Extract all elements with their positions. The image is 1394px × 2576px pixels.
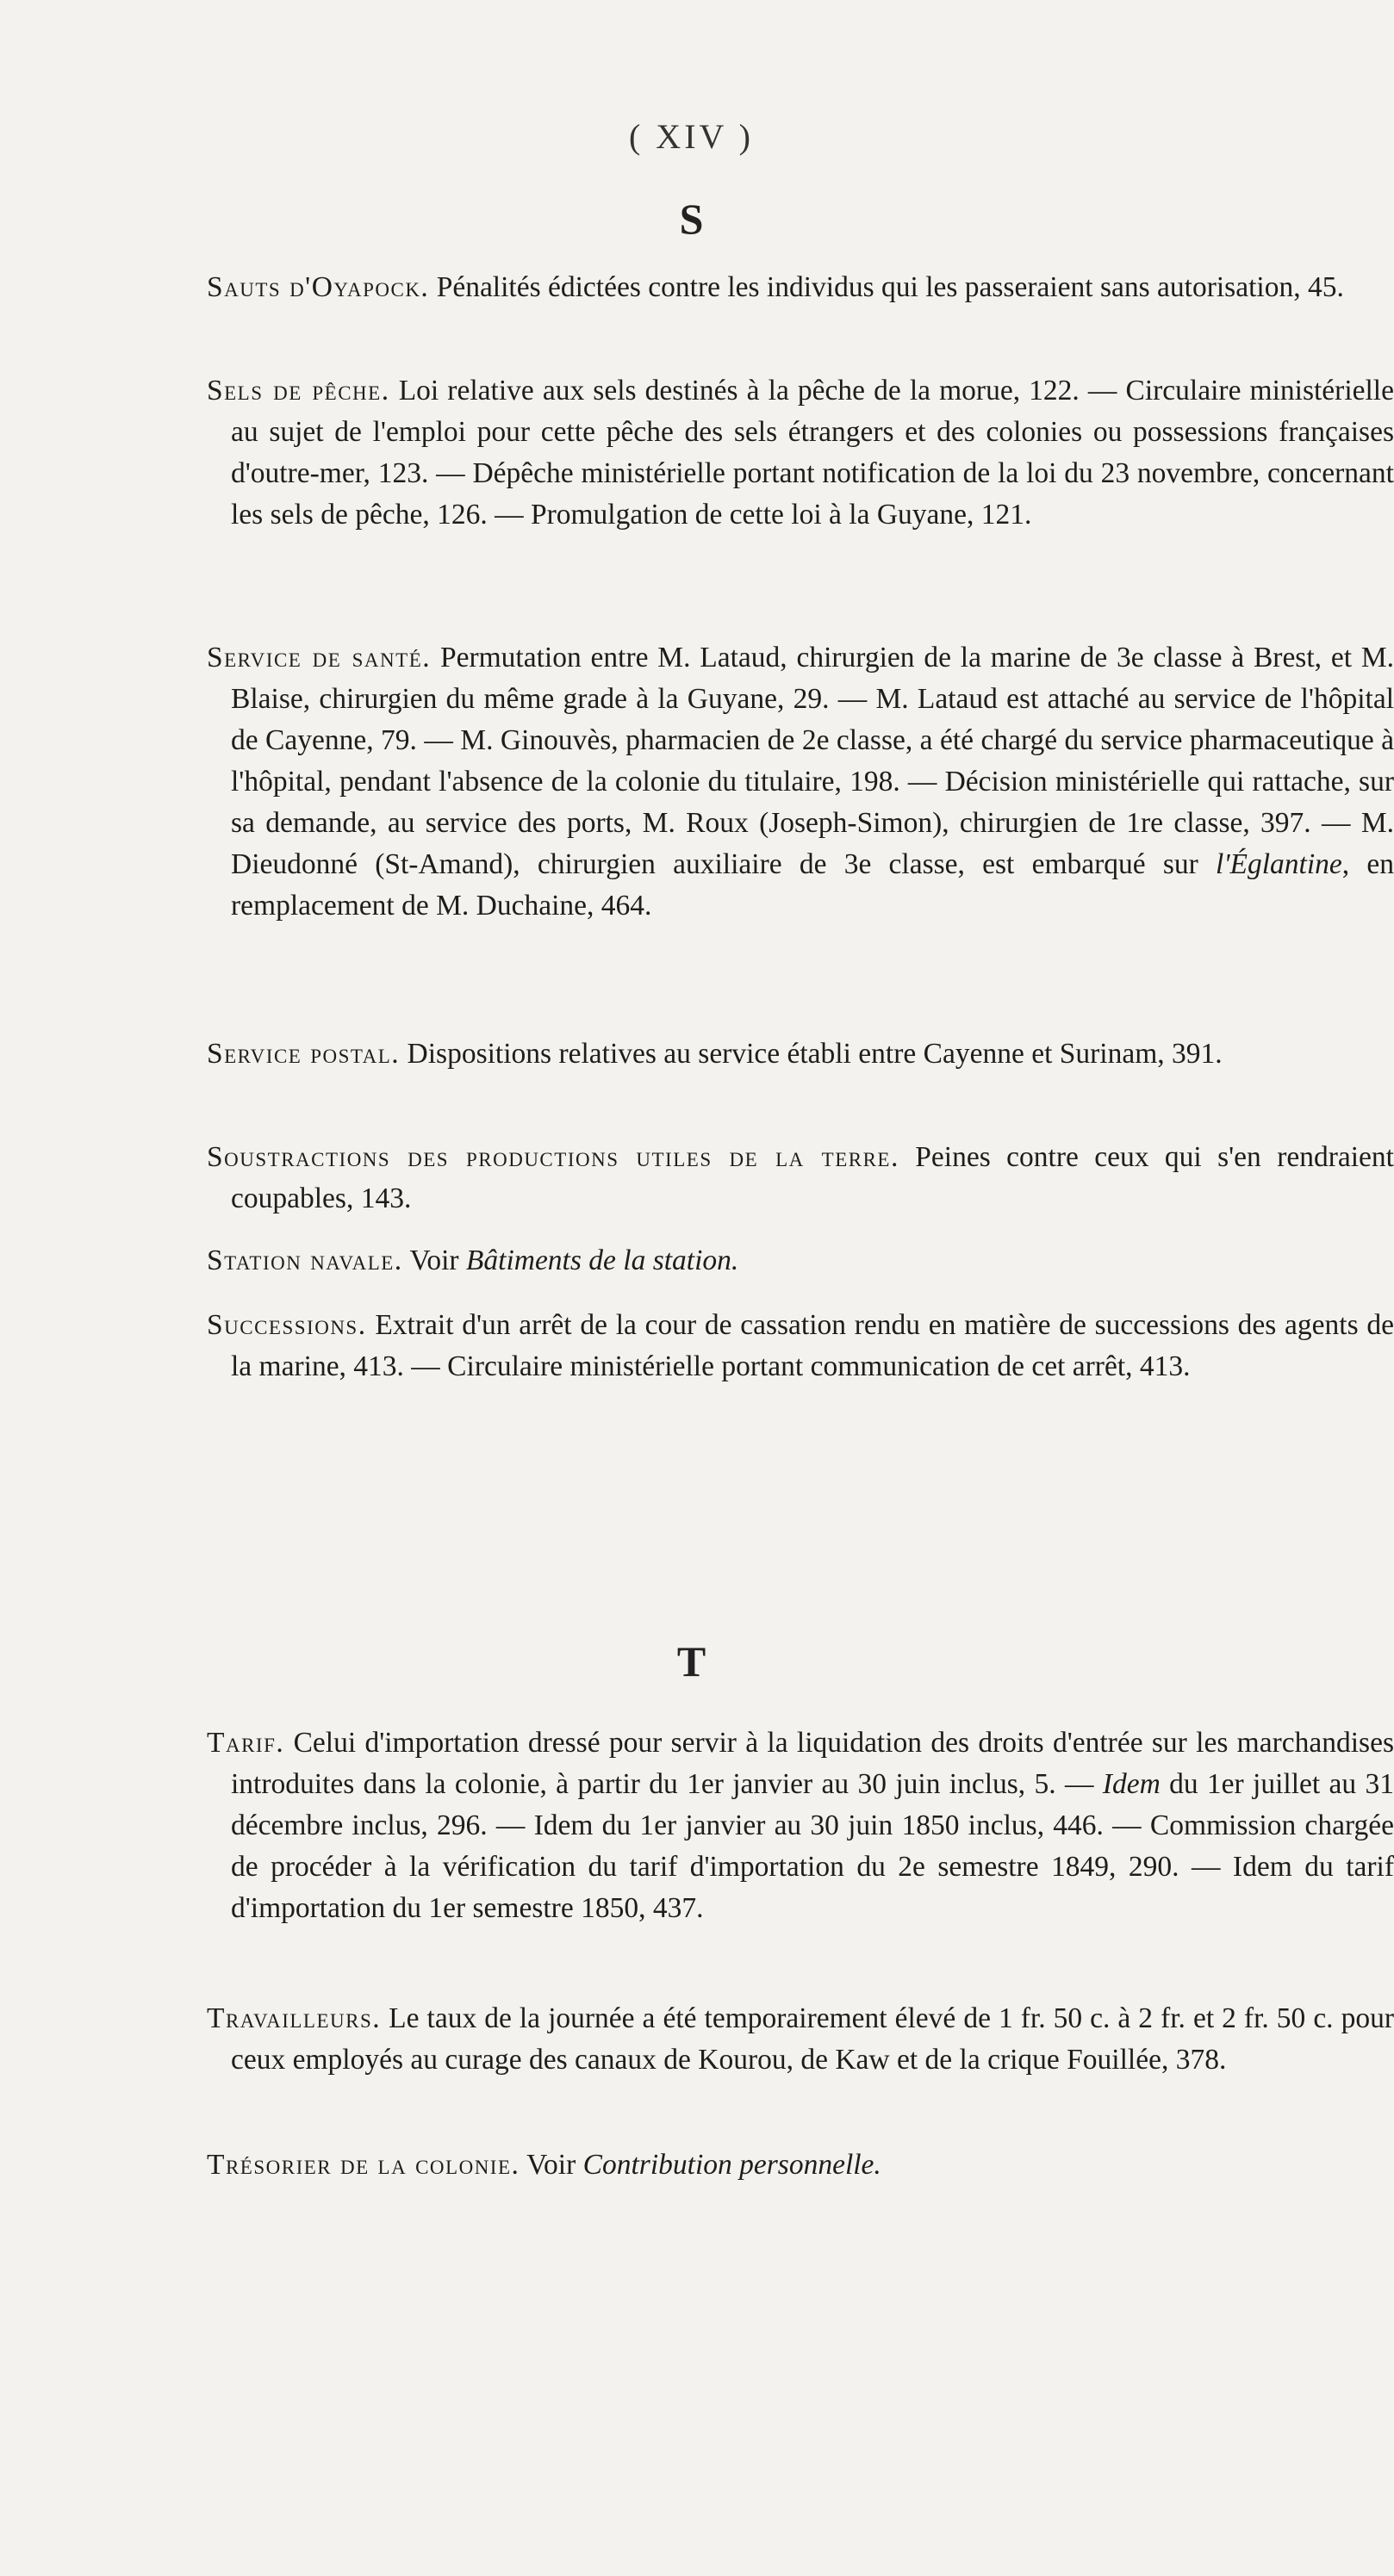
entry-head: Sels de pêche.	[207, 375, 390, 407]
entry-text: Loi relative aux sels destinés à la pêche de la morue, 122. — Circulaire ministérielle au sujet de l'emploi pour cette pêche des sels étrangers et des colonies ou possessions françaises d'outre-mer, 123. — Dépêche ministérielle portant notification de la loi du 23 novembre, concernant les sels de pêche, 126. — Promulgation de cette loi à la Guyane, 121.	[231, 375, 1394, 531]
entry-head: Soustractions des productions utiles de la terre.	[207, 1141, 899, 1173]
entry-tail: du 1er juillet au 31 décembre inclus, 296. — Idem du 1er janvier au 30 juin 1850 inclus, 446. — Commission chargée de procéder à la vérification du tarif d'importation du 2e semestre 1849, 290. — Idem du tarif d'importation du 1er semestre 1850, 437.	[231, 1768, 1394, 1924]
index-entry-soustractions	[207, 1137, 1394, 1220]
index-entry-service-sante	[207, 637, 1394, 927]
entry-head: Trésorier de la colonie.	[207, 2149, 520, 2181]
entry-text: Celui d'importation dressé pour servir à la liquidation des droits d'entrée sur les marchandises introduites dans la colonie, à partir du 1er janvier au 30 juin inclus, 5. —	[231, 1727, 1394, 1800]
page-number: ( XIV )	[628, 117, 754, 156]
index-entry-travailleurs	[207, 1998, 1394, 2081]
entry-text: Le taux de la journée a été temporairement élevé de 1 fr. 50 c. à 2 fr. et 2 fr. 50 c. pour ceux employés au curage des canaux de Kourou, de Kaw et de la crique Fouillée, 378.	[231, 2002, 1394, 2076]
section-letter-t: T	[676, 1637, 706, 1685]
entry-text: Peines contre ceux qui s'en rendraient coupables, 143.	[231, 1141, 1394, 1214]
entry-head: Tarif.	[207, 1727, 285, 1759]
entry-text: Voir	[402, 1245, 466, 1276]
index-entry-sels	[207, 370, 1394, 536]
index-entry-station-navale	[207, 1240, 1394, 1282]
entry-text: Permutation entre M. Lataud, chirurgien de la marine de 3e classe à Brest, et M. Blaise, chirurgien du même grade à la Guyane, 29. — M. Lataud est attaché au service de l'hôpital de Cayenne, 79. — M. Ginouvès, pharmacien de 2e classe, a été chargé du service pharmaceutique à l'hôpital, pendant l'absence de la colonie du titulaire, 198. — Décision ministérielle qui rattache, sur sa demande, au service des ports, M. Roux (Joseph-Simon), chirurgien de 1re classe, 397. — M. Dieudonné (St-Amand), chirurgien auxiliaire de 3e classe, est embarqué sur	[231, 642, 1394, 880]
entry-tail: , en remplacement de M. Duchaine, 464.	[231, 848, 1394, 922]
index-entry-tarif	[207, 1723, 1394, 1929]
entry-head: Sauts d'Oyapock.	[207, 271, 430, 303]
section-letter-s: S	[679, 195, 704, 243]
entry-italic: l'Églantine	[1216, 848, 1342, 880]
entry-text: Extrait d'un arrêt de la cour de cassation rendu en matière de successions des agents de la marine, 413. — Circulaire ministérielle portant communication de cet arrêt, 413.	[231, 1309, 1394, 1382]
entry-head: Station navale.	[207, 1245, 403, 1276]
entry-head: Travailleurs.	[207, 2002, 382, 2034]
entry-italic: Bâtiments de la station.	[465, 1245, 739, 1276]
entry-text: Pénalités édictées contre les individus qui les passeraient sans autorisation, 45.	[429, 271, 1344, 303]
entry-italic: Idem	[1102, 1768, 1161, 1800]
entry-head: Successions.	[207, 1309, 367, 1341]
entry-italic: Contribution personnelle.	[582, 2149, 881, 2181]
index-entry-tresorier	[207, 2145, 1394, 2186]
entry-head: Service de santé.	[207, 642, 432, 673]
index-entry-service-postal	[207, 1034, 1394, 1075]
index-entry-sauts	[207, 267, 1394, 308]
index-entry-successions	[207, 1305, 1394, 1387]
entry-text: Voir	[520, 2149, 583, 2181]
entry-text: Dispositions relatives au service établi entre Cayenne et Surinam, 391.	[400, 1038, 1223, 1070]
entry-head: Service postal.	[207, 1038, 401, 1070]
